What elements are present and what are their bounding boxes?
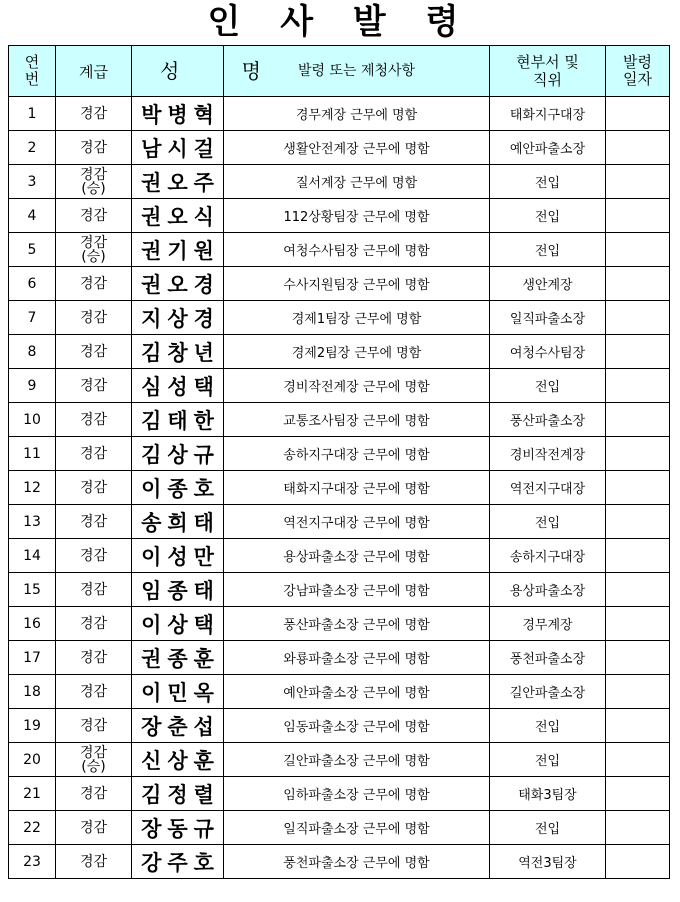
row-order-date [606,369,670,403]
row-current-post: 예안파출소장 [490,131,606,165]
row-name: 김정렬 [132,777,224,811]
table-row [9,845,670,879]
row-order-date [606,233,670,267]
row-rank: 경감 [56,301,132,335]
row-name: 심성택 [132,369,224,403]
row-order: 생활안전계장 근무에 명함 [224,131,490,165]
row-order: 와룡파출소장 근무에 명함 [224,641,490,675]
row-number: 11 [9,437,56,471]
row-number: 23 [9,845,56,879]
row-order-date [606,97,670,131]
row-current-post: 태화3팀장 [490,777,606,811]
row-order: 경제2팀장 근무에 명함 [224,335,490,369]
row-rank: 경감 (승) [56,165,132,199]
table-row [9,301,670,335]
row-current-post: 역전지구대장 [490,471,606,505]
table-body [9,97,670,879]
row-current-post: 풍천파출소장 [490,641,606,675]
row-number: 19 [9,709,56,743]
row-name: 이민옥 [132,675,224,709]
header-rank-label: 계급 [79,62,108,81]
row-rank: 경감 [56,505,132,539]
row-rank: 경감 [56,845,132,879]
personnel-order-table [8,45,670,879]
row-name: 김태한 [132,403,224,437]
row-rank: 경감 [56,403,132,437]
row-current-post: 전입 [490,505,606,539]
row-name: 이상택 [132,607,224,641]
row-number: 10 [9,403,56,437]
row-number: 13 [9,505,56,539]
row-name: 지상경 [132,301,224,335]
table-row [9,607,670,641]
row-name: 남시걸 [132,131,224,165]
table-row [9,777,670,811]
row-rank: 경감 [56,97,132,131]
row-current-post: 역전3팀장 [490,845,606,879]
row-rank: 경감 [56,675,132,709]
row-rank: 경감 [56,437,132,471]
row-rank: 경감 [56,267,132,301]
table-row [9,743,670,777]
row-number: 12 [9,471,56,505]
header-no-label: 연 번 [24,53,40,88]
row-current-post: 송하지구대장 [490,539,606,573]
row-number: 3 [9,165,56,199]
row-order-date [606,573,670,607]
row-rank: 경감 [56,199,132,233]
table-row [9,131,670,165]
row-order-date [606,165,670,199]
table-row [9,539,670,573]
header-no [9,46,56,97]
row-number: 7 [9,301,56,335]
row-current-post: 용상파출소장 [490,573,606,607]
row-order-date [606,301,670,335]
row-order: 예안파출소장 근무에 명함 [224,675,490,709]
row-order: 용상파출소장 근무에 명함 [224,539,490,573]
row-rank: 경감 [56,709,132,743]
table-row [9,233,670,267]
row-rank: 경감 [56,131,132,165]
table-header-row [9,46,670,97]
row-order-date [606,675,670,709]
row-order-date [606,267,670,301]
table-row [9,471,670,505]
row-current-post: 전입 [490,199,606,233]
table-row [9,97,670,131]
row-number: 1 [9,97,56,131]
row-current-post: 경비작전계장 [490,437,606,471]
table-row [9,709,670,743]
row-order: 임하파출소장 근무에 명함 [224,777,490,811]
row-order-date [606,335,670,369]
row-order-date [606,539,670,573]
table-row [9,437,670,471]
row-order: 풍천파출소장 근무에 명함 [224,845,490,879]
row-order-date [606,437,670,471]
header-date [606,46,670,97]
table-row [9,641,670,675]
row-order: 일직파출소장 근무에 명함 [224,811,490,845]
row-current-post: 풍산파출소장 [490,403,606,437]
row-order-date [606,811,670,845]
table-row [9,403,670,437]
row-number: 16 [9,607,56,641]
row-number: 9 [9,369,56,403]
header-current [490,46,606,97]
row-name: 김상규 [132,437,224,471]
table-row [9,675,670,709]
row-rank: 경감 [56,573,132,607]
row-name: 권종훈 [132,641,224,675]
table-row [9,165,670,199]
row-order: 강남파출소장 근무에 명함 [224,573,490,607]
row-order-date [606,777,670,811]
row-number: 17 [9,641,56,675]
row-rank: 경감 [56,539,132,573]
row-name: 김창년 [132,335,224,369]
row-number: 14 [9,539,56,573]
row-rank: 경감 [56,369,132,403]
row-current-post: 생안계장 [490,267,606,301]
row-current-post: 태화지구대장 [490,97,606,131]
header-current-label: 현부서 및 직위 [516,52,579,89]
row-number: 21 [9,777,56,811]
row-order-date [606,199,670,233]
row-rank: 경감 (승) [56,743,132,777]
table-row [9,267,670,301]
header-name [132,46,289,97]
row-order: 경무계장 근무에 명함 [224,97,490,131]
row-order: 풍산파출소장 근무에 명함 [224,607,490,641]
row-order: 여청수사팀장 근무에 명함 [224,233,490,267]
row-order: 임동파출소장 근무에 명함 [224,709,490,743]
row-order-date [606,403,670,437]
row-name: 박병혁 [132,97,224,131]
table-row [9,369,670,403]
row-name: 권오주 [132,165,224,199]
row-number: 20 [9,743,56,777]
row-name: 강주호 [132,845,224,879]
row-rank: 경감 [56,811,132,845]
row-order-date [606,641,670,675]
table-row [9,811,670,845]
header-date-label: 발령 일자 [623,52,652,88]
row-current-post: 여청수사팀장 [490,335,606,369]
row-order: 교통조사팀장 근무에 명함 [224,403,490,437]
header-rank [56,46,132,97]
table-row [9,573,670,607]
row-order: 경제1팀장 근무에 명함 [224,301,490,335]
row-number: 2 [9,131,56,165]
row-number: 4 [9,199,56,233]
header-name-label: 성 명 [160,58,289,83]
row-name: 송희태 [132,505,224,539]
row-order: 송하지구대장 근무에 명함 [224,437,490,471]
row-number: 6 [9,267,56,301]
row-current-post: 길안파출소장 [490,675,606,709]
row-name: 신상훈 [132,743,224,777]
row-number: 5 [9,233,56,267]
row-number: 22 [9,811,56,845]
row-order: 길안파출소장 근무에 명함 [224,743,490,777]
row-name: 장동규 [132,811,224,845]
row-rank: 경감 [56,471,132,505]
row-name: 권오식 [132,199,224,233]
row-order: 수사지원팀장 근무에 명함 [224,267,490,301]
row-name: 권기원 [132,233,224,267]
row-rank: 경감 (승) [56,233,132,267]
row-current-post: 전입 [490,811,606,845]
row-current-post: 일직파출소장 [490,301,606,335]
row-rank: 경감 [56,607,132,641]
header-order-label: 발령 또는 제청사항 [297,62,416,79]
row-rank: 경감 [56,335,132,369]
row-order-date [606,471,670,505]
row-order-date [606,743,670,777]
row-order-date [606,709,670,743]
row-current-post: 전입 [490,369,606,403]
row-order: 역전지구대장 근무에 명함 [224,505,490,539]
row-order-date [606,845,670,879]
row-order-date [606,607,670,641]
row-number: 18 [9,675,56,709]
document-title: 인 사 발 령 [207,2,473,42]
row-order: 태화지구대장 근무에 명함 [224,471,490,505]
row-current-post: 전입 [490,709,606,743]
row-name: 권오경 [132,267,224,301]
row-rank: 경감 [56,777,132,811]
row-order: 경비작전계장 근무에 명함 [224,369,490,403]
row-number: 8 [9,335,56,369]
table-row [9,199,670,233]
row-current-post: 전입 [490,743,606,777]
row-order-date [606,505,670,539]
row-name: 장춘섭 [132,709,224,743]
row-order: 질서계장 근무에 명함 [224,165,490,199]
row-name: 이성만 [132,539,224,573]
table-row [9,505,670,539]
row-name: 임종태 [132,573,224,607]
row-current-post: 경무계장 [490,607,606,641]
row-name: 이종호 [132,471,224,505]
row-current-post: 전입 [490,233,606,267]
row-order-date [606,131,670,165]
row-current-post: 전입 [490,165,606,199]
table-row [9,335,670,369]
row-number: 15 [9,573,56,607]
row-order: 112상황팀장 근무에 명함 [224,199,490,233]
row-rank: 경감 [56,641,132,675]
